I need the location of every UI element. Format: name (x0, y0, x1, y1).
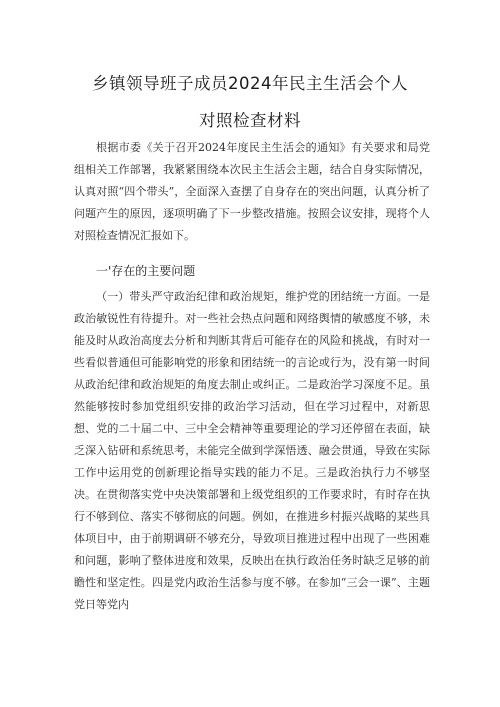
intro-paragraph: 根据市委《关于召开2024年度民主生活会的通知》有关要求和局党组相关工作部署，我紧紧围绕本次民主生活会主题，结合自身实际情况，认真对照“四个带头”，全面深入查摆了自身存在的突出问题，认真分析了问题产生的原因，逐项明确了下一步整改措施。按照会议安排，现将个人对照检查情况汇报如下。 (74, 141, 430, 242)
body-paragraph: （一）带头严守政治纪律和政治规矩，维护党的团结统一方面。一是政治敏锐性有待提升。对一些社会热点问题和网络舆情的敏感度不够，未能及时从政治高度去分析和判断其背后可能存在的风险和挑战，有时对一些看似普通但可能影响党的形象和团结统一的言论或行为，没有第一时间从政治纪律和政治规矩的角度去制止或纠正。二是政治学习深度不足。虽然能够按时参加党组织安排的政治学习活动，但在学习过程中，对新思想、党的二十届二中、三中全会精神等重要理论的学习还停留在表面，缺乏深入钻研和系统思考，未能完全做到学深悟透、融会贯通，导致在实际工作中运用党的创新理论指导实践的能力不足。三是政治执行力不够坚决。在贯彻落实党中央决策部署和上级党组织的工作要求时，有时存在执行不够到位、落实不够彻底的问题。例如，在推进乡村振兴战略的某些具体项目中，由于前期调研不够充分，导致项目推进过程中出现了一些困难和问题，影响了整体进度和效果，反映出在执行政治任务时缺乏足够的前瞻性和坚定性。四是党内政治生活参与度不够。在参加“三会一课”、主题党日等党内 (74, 290, 430, 611)
document-title-line2: 对照检查材料 (199, 111, 301, 130)
document-title-line1: 乡镇领导班子成员2024年民主生活会个人 (92, 74, 408, 93)
section-heading: 一'存在的主要问题 (96, 264, 196, 278)
